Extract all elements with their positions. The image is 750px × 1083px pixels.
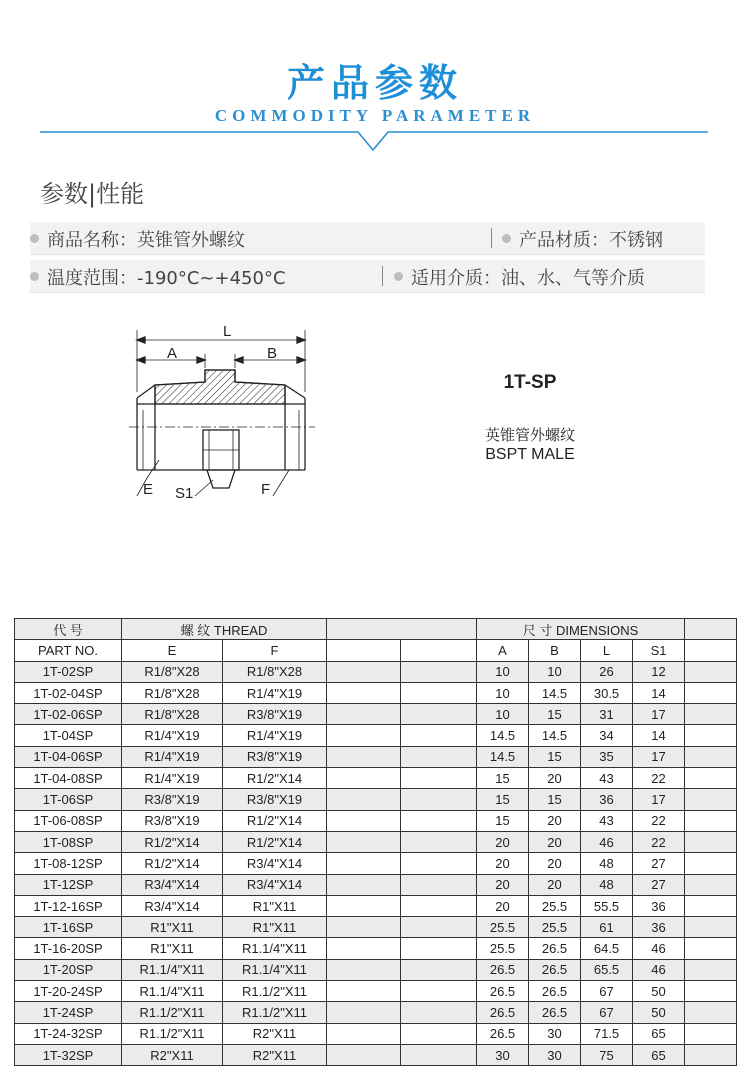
- table-cell-empty: [685, 959, 737, 980]
- cell-e: R1"X11: [122, 917, 223, 938]
- cell-f: R1/8"X28: [223, 661, 327, 682]
- cell-f: R1/2"X14: [223, 768, 327, 789]
- table-row: [15, 682, 737, 703]
- cell-s1: 50: [633, 981, 685, 1002]
- cell-part-no: 1T-02-04SP: [15, 682, 122, 703]
- cell-part-no: 1T-06SP: [15, 789, 122, 810]
- cell-part-no: 1T-02SP: [15, 661, 122, 682]
- cell-f: R3/4"X14: [223, 874, 327, 895]
- cell-f: R1.1/4"X11: [223, 959, 327, 980]
- cell-b: 14.5: [529, 725, 581, 746]
- cell-l: 48: [581, 853, 633, 874]
- table-row: [15, 725, 737, 746]
- spec-row-2: [30, 260, 705, 293]
- cell-e: R1/2"X14: [122, 853, 223, 874]
- table-cell-empty: [401, 682, 477, 703]
- header-b: B: [529, 640, 581, 661]
- cell-e: R1.1/2"X11: [122, 1002, 223, 1023]
- cell-f: R3/8"X19: [223, 746, 327, 767]
- table-cell-empty: [401, 874, 477, 895]
- table-row: [15, 959, 737, 980]
- cell-a: 25.5: [477, 938, 529, 959]
- cell-s1: 14: [633, 725, 685, 746]
- title-divider: [0, 124, 750, 158]
- cell-l: 71.5: [581, 1023, 633, 1044]
- spec-separator: [382, 266, 383, 286]
- cell-a: 30: [477, 1044, 529, 1065]
- label-E: E: [143, 481, 154, 498]
- table-row: [15, 938, 737, 959]
- cell-a: 15: [477, 810, 529, 831]
- cell-e: R2"X11: [122, 1044, 223, 1065]
- cell-s1: 17: [633, 746, 685, 767]
- cell-b: 20: [529, 810, 581, 831]
- cell-l: 48: [581, 874, 633, 895]
- table-cell-empty: [685, 831, 737, 852]
- cell-s1: 27: [633, 853, 685, 874]
- table-header-row-1: [15, 619, 737, 640]
- cell-a: 26.5: [477, 959, 529, 980]
- cell-l: 75: [581, 1044, 633, 1065]
- cell-a: 10: [477, 661, 529, 682]
- table-cell-empty: [401, 789, 477, 810]
- cell-f: R1"X11: [223, 917, 327, 938]
- cell-b: 20: [529, 874, 581, 895]
- header-e: E: [122, 640, 223, 661]
- cell-part-no: 1T-20-24SP: [15, 981, 122, 1002]
- cell-part-no: 1T-06-08SP: [15, 810, 122, 831]
- table-cell-empty: [327, 810, 401, 831]
- cell-b: 30: [529, 1044, 581, 1065]
- cell-b: 25.5: [529, 895, 581, 916]
- table-cell-empty: [327, 959, 401, 980]
- table-cell-empty: [327, 874, 401, 895]
- cell-l: 43: [581, 810, 633, 831]
- spec-medium: [394, 264, 645, 290]
- table-cell-empty: [327, 917, 401, 938]
- bullet-icon: [394, 272, 403, 281]
- table-cell-empty: [327, 704, 401, 725]
- table-cell-empty: [327, 1044, 401, 1065]
- cell-part-no: 1T-08-12SP: [15, 853, 122, 874]
- table-row: [15, 704, 737, 725]
- table-cell-empty: [401, 981, 477, 1002]
- cell-a: 26.5: [477, 981, 529, 1002]
- header-part-no: PART NO.: [15, 640, 122, 661]
- table-cell-empty: [685, 810, 737, 831]
- cell-l: 61: [581, 917, 633, 938]
- cell-b: 26.5: [529, 981, 581, 1002]
- table-cell-empty: [327, 938, 401, 959]
- table-row: [15, 981, 737, 1002]
- cell-a: 26.5: [477, 1002, 529, 1023]
- table-cell-empty: [685, 981, 737, 1002]
- cell-f: R1/4"X19: [223, 725, 327, 746]
- table-row: [15, 853, 737, 874]
- cell-b: 10: [529, 661, 581, 682]
- cell-s1: 46: [633, 959, 685, 980]
- cell-l: 36: [581, 789, 633, 810]
- cell-b: 15: [529, 704, 581, 725]
- cell-l: 34: [581, 725, 633, 746]
- cell-b: 20: [529, 768, 581, 789]
- cell-e: R3/4"X14: [122, 874, 223, 895]
- cell-s1: 12: [633, 661, 685, 682]
- cell-f: R3/8"X19: [223, 789, 327, 810]
- cell-b: 25.5: [529, 917, 581, 938]
- bullet-icon: [30, 234, 39, 243]
- cell-l: 30.5: [581, 682, 633, 703]
- table-cell-empty: [327, 661, 401, 682]
- table-row: [15, 1023, 737, 1044]
- cell-s1: 46: [633, 938, 685, 959]
- label-L: L: [223, 323, 232, 340]
- cell-s1: 65: [633, 1044, 685, 1065]
- spec-temperature: [30, 264, 286, 290]
- cell-a: 10: [477, 682, 529, 703]
- cell-l: 65.5: [581, 959, 633, 980]
- cell-s1: 17: [633, 704, 685, 725]
- table-row: [15, 895, 737, 916]
- cell-s1: 65: [633, 1023, 685, 1044]
- table-cell-empty: [685, 1023, 737, 1044]
- cell-part-no: 1T-12SP: [15, 874, 122, 895]
- spec-row-1: [30, 222, 705, 255]
- cell-a: 26.5: [477, 1023, 529, 1044]
- cell-f: R3/8"X19: [223, 704, 327, 725]
- cell-b: 20: [529, 831, 581, 852]
- header-a: A: [477, 640, 529, 661]
- cell-part-no: 1T-08SP: [15, 831, 122, 852]
- table-row: [15, 917, 737, 938]
- cell-s1: 22: [633, 831, 685, 852]
- table-cell-empty: [327, 768, 401, 789]
- cell-e: R1/8"X28: [122, 704, 223, 725]
- table-cell-empty: [685, 853, 737, 874]
- cell-l: 64.5: [581, 938, 633, 959]
- dimension-table: [14, 618, 737, 1066]
- table-row: [15, 746, 737, 767]
- table-cell-empty: [327, 1002, 401, 1023]
- product-model: 1T-SP: [503, 372, 557, 393]
- fitting-body: [129, 330, 315, 496]
- cell-l: 46: [581, 831, 633, 852]
- product-desc-cn: 英锥管外螺纹: [484, 426, 575, 444]
- cell-s1: 17: [633, 789, 685, 810]
- table-cell-empty: [327, 1023, 401, 1044]
- cell-l: 43: [581, 768, 633, 789]
- cell-s1: 36: [633, 895, 685, 916]
- page-title: 产品参数: [286, 61, 463, 105]
- cell-e: R1/8"X28: [122, 661, 223, 682]
- cell-f: R1"X11: [223, 895, 327, 916]
- cell-part-no: 1T-24SP: [15, 1002, 122, 1023]
- cell-s1: 36: [633, 917, 685, 938]
- cell-l: 67: [581, 981, 633, 1002]
- table-cell-empty: [401, 831, 477, 852]
- cell-a: 25.5: [477, 917, 529, 938]
- cell-f: R2"X11: [223, 1044, 327, 1065]
- table-cell-empty: [685, 768, 737, 789]
- cell-e: R1.1/4"X11: [122, 959, 223, 980]
- table-cell-empty: [685, 917, 737, 938]
- table-cell-empty: [685, 1002, 737, 1023]
- page-subtitle: COMMODITY PARAMETER: [214, 106, 536, 125]
- cell-e: R3/8"X19: [122, 789, 223, 810]
- cell-l: 31: [581, 704, 633, 725]
- table-cell-empty: [401, 959, 477, 980]
- header-dimensions: 尺 寸 DIMENSIONS: [477, 619, 685, 640]
- cell-a: 15: [477, 768, 529, 789]
- section-title: 参数|性能: [40, 180, 145, 208]
- header-code: 代 号: [15, 619, 122, 640]
- table-cell-empty: [685, 682, 737, 703]
- cell-s1: 27: [633, 874, 685, 895]
- label-S1: S1: [175, 485, 194, 502]
- cell-s1: 14: [633, 682, 685, 703]
- table-cell-empty: [327, 895, 401, 916]
- cell-part-no: 1T-04-06SP: [15, 746, 122, 767]
- header-l: L: [581, 640, 633, 661]
- table-cell-empty: [685, 874, 737, 895]
- cell-b: 14.5: [529, 682, 581, 703]
- product-desc-en: BSPT MALE: [485, 446, 575, 463]
- cell-e: R1/2"X14: [122, 831, 223, 852]
- cell-a: 15: [477, 789, 529, 810]
- table-cell-empty: [327, 853, 401, 874]
- spec-material: [502, 226, 663, 252]
- table-cell-empty: [327, 789, 401, 810]
- cell-b: 30: [529, 1023, 581, 1044]
- label-A: A: [167, 345, 178, 362]
- cell-a: 20: [477, 853, 529, 874]
- cell-a: 20: [477, 895, 529, 916]
- cell-a: 10: [477, 704, 529, 725]
- label-F: F: [261, 481, 271, 498]
- table-cell-empty: [685, 725, 737, 746]
- cell-f: R1.1/2"X11: [223, 1002, 327, 1023]
- cell-f: R1.1/2"X11: [223, 981, 327, 1002]
- table-cell-empty: [685, 938, 737, 959]
- table-cell-empty: [685, 895, 737, 916]
- spec-separator: [491, 228, 492, 248]
- table-cell-empty: [327, 981, 401, 1002]
- cell-e: R1.1/4"X11: [122, 981, 223, 1002]
- table-row: [15, 1002, 737, 1023]
- cell-f: R1/2"X14: [223, 831, 327, 852]
- table-cell-empty: [327, 640, 401, 661]
- table-cell-empty: [685, 1044, 737, 1065]
- cell-b: 26.5: [529, 938, 581, 959]
- cell-b: 20: [529, 853, 581, 874]
- header-f: F: [223, 640, 327, 661]
- cell-b: 26.5: [529, 1002, 581, 1023]
- table-cell-empty: [401, 1044, 477, 1065]
- cell-f: R2"X11: [223, 1023, 327, 1044]
- header-s1: S1: [633, 640, 685, 661]
- table-row: [15, 789, 737, 810]
- cell-l: 55.5: [581, 895, 633, 916]
- cell-part-no: 1T-20SP: [15, 959, 122, 980]
- cell-f: R1.1/4"X11: [223, 938, 327, 959]
- header-thread: 螺 纹 THREAD: [122, 619, 327, 640]
- cell-e: R3/8"X19: [122, 810, 223, 831]
- table-row: [15, 661, 737, 682]
- spec-name: [30, 226, 245, 252]
- cell-part-no: 1T-04-08SP: [15, 768, 122, 789]
- cell-part-no: 1T-02-06SP: [15, 704, 122, 725]
- cell-e: R1"X11: [122, 938, 223, 959]
- table-cell-empty: [685, 661, 737, 682]
- cell-part-no: 1T-12-16SP: [15, 895, 122, 916]
- cell-s1: 22: [633, 768, 685, 789]
- table-row: [15, 874, 737, 895]
- cell-e: R1/4"X19: [122, 746, 223, 767]
- cell-e: R1/8"X28: [122, 682, 223, 703]
- table-cell-empty: [327, 831, 401, 852]
- table-row: [15, 768, 737, 789]
- cell-l: 26: [581, 661, 633, 682]
- cell-s1: 22: [633, 810, 685, 831]
- table-row: [15, 831, 737, 852]
- cell-f: R3/4"X14: [223, 853, 327, 874]
- cell-part-no: 1T-16-20SP: [15, 938, 122, 959]
- cell-f: R1/4"X19: [223, 682, 327, 703]
- table-cell-empty: [327, 746, 401, 767]
- table-row: [15, 810, 737, 831]
- cell-e: R3/4"X14: [122, 895, 223, 916]
- cell-part-no: 1T-04SP: [15, 725, 122, 746]
- spec-temperature-text: 温度范围：-190°C~+450°C: [47, 268, 286, 289]
- cell-b: 26.5: [529, 959, 581, 980]
- table-cell-empty: [685, 704, 737, 725]
- cell-e: R1.1/2"X11: [122, 1023, 223, 1044]
- cell-part-no: 1T-24-32SP: [15, 1023, 122, 1044]
- cell-s1: 50: [633, 1002, 685, 1023]
- bullet-icon: [502, 234, 511, 243]
- table-cell-empty: [327, 682, 401, 703]
- table-cell-empty: [685, 640, 737, 661]
- table-cell-empty: [401, 661, 477, 682]
- header-blank: [327, 619, 477, 640]
- table-cell-empty: [401, 640, 477, 661]
- table-cell-empty: [401, 917, 477, 938]
- cell-a: 20: [477, 831, 529, 852]
- table-cell-empty: [685, 746, 737, 767]
- cell-e: R1/4"X19: [122, 725, 223, 746]
- table-cell-empty: [401, 938, 477, 959]
- cell-e: R1/4"X19: [122, 768, 223, 789]
- spec-material-text: 产品材质：不锈钢: [519, 230, 663, 251]
- spec-name-text: 商品名称：英锥管外螺纹: [47, 230, 245, 251]
- table-cell-empty: [401, 725, 477, 746]
- table-cell-empty: [401, 853, 477, 874]
- label-B: B: [267, 345, 278, 362]
- table-cell-empty: [401, 768, 477, 789]
- header-blank: [685, 619, 737, 640]
- cell-l: 35: [581, 746, 633, 767]
- bullet-icon: [30, 272, 39, 281]
- table-header-row-2: [15, 640, 737, 661]
- table-cell-empty: [401, 895, 477, 916]
- cell-part-no: 1T-16SP: [15, 917, 122, 938]
- spec-medium-text: 适用介质：油、水、气等介质: [411, 268, 645, 289]
- cell-a: 14.5: [477, 746, 529, 767]
- cell-b: 15: [529, 789, 581, 810]
- table-row: [15, 1044, 737, 1065]
- table-cell-empty: [401, 1002, 477, 1023]
- table-cell-empty: [401, 746, 477, 767]
- cell-a: 14.5: [477, 725, 529, 746]
- cell-a: 20: [477, 874, 529, 895]
- cell-part-no: 1T-32SP: [15, 1044, 122, 1065]
- cell-f: R1/2"X14: [223, 810, 327, 831]
- table-cell-empty: [401, 704, 477, 725]
- table-cell-empty: [401, 1023, 477, 1044]
- fitting-drawing: [125, 320, 355, 510]
- cell-b: 15: [529, 746, 581, 767]
- table-cell-empty: [401, 810, 477, 831]
- table-cell-empty: [327, 725, 401, 746]
- cell-l: 67: [581, 1002, 633, 1023]
- table-cell-empty: [685, 789, 737, 810]
